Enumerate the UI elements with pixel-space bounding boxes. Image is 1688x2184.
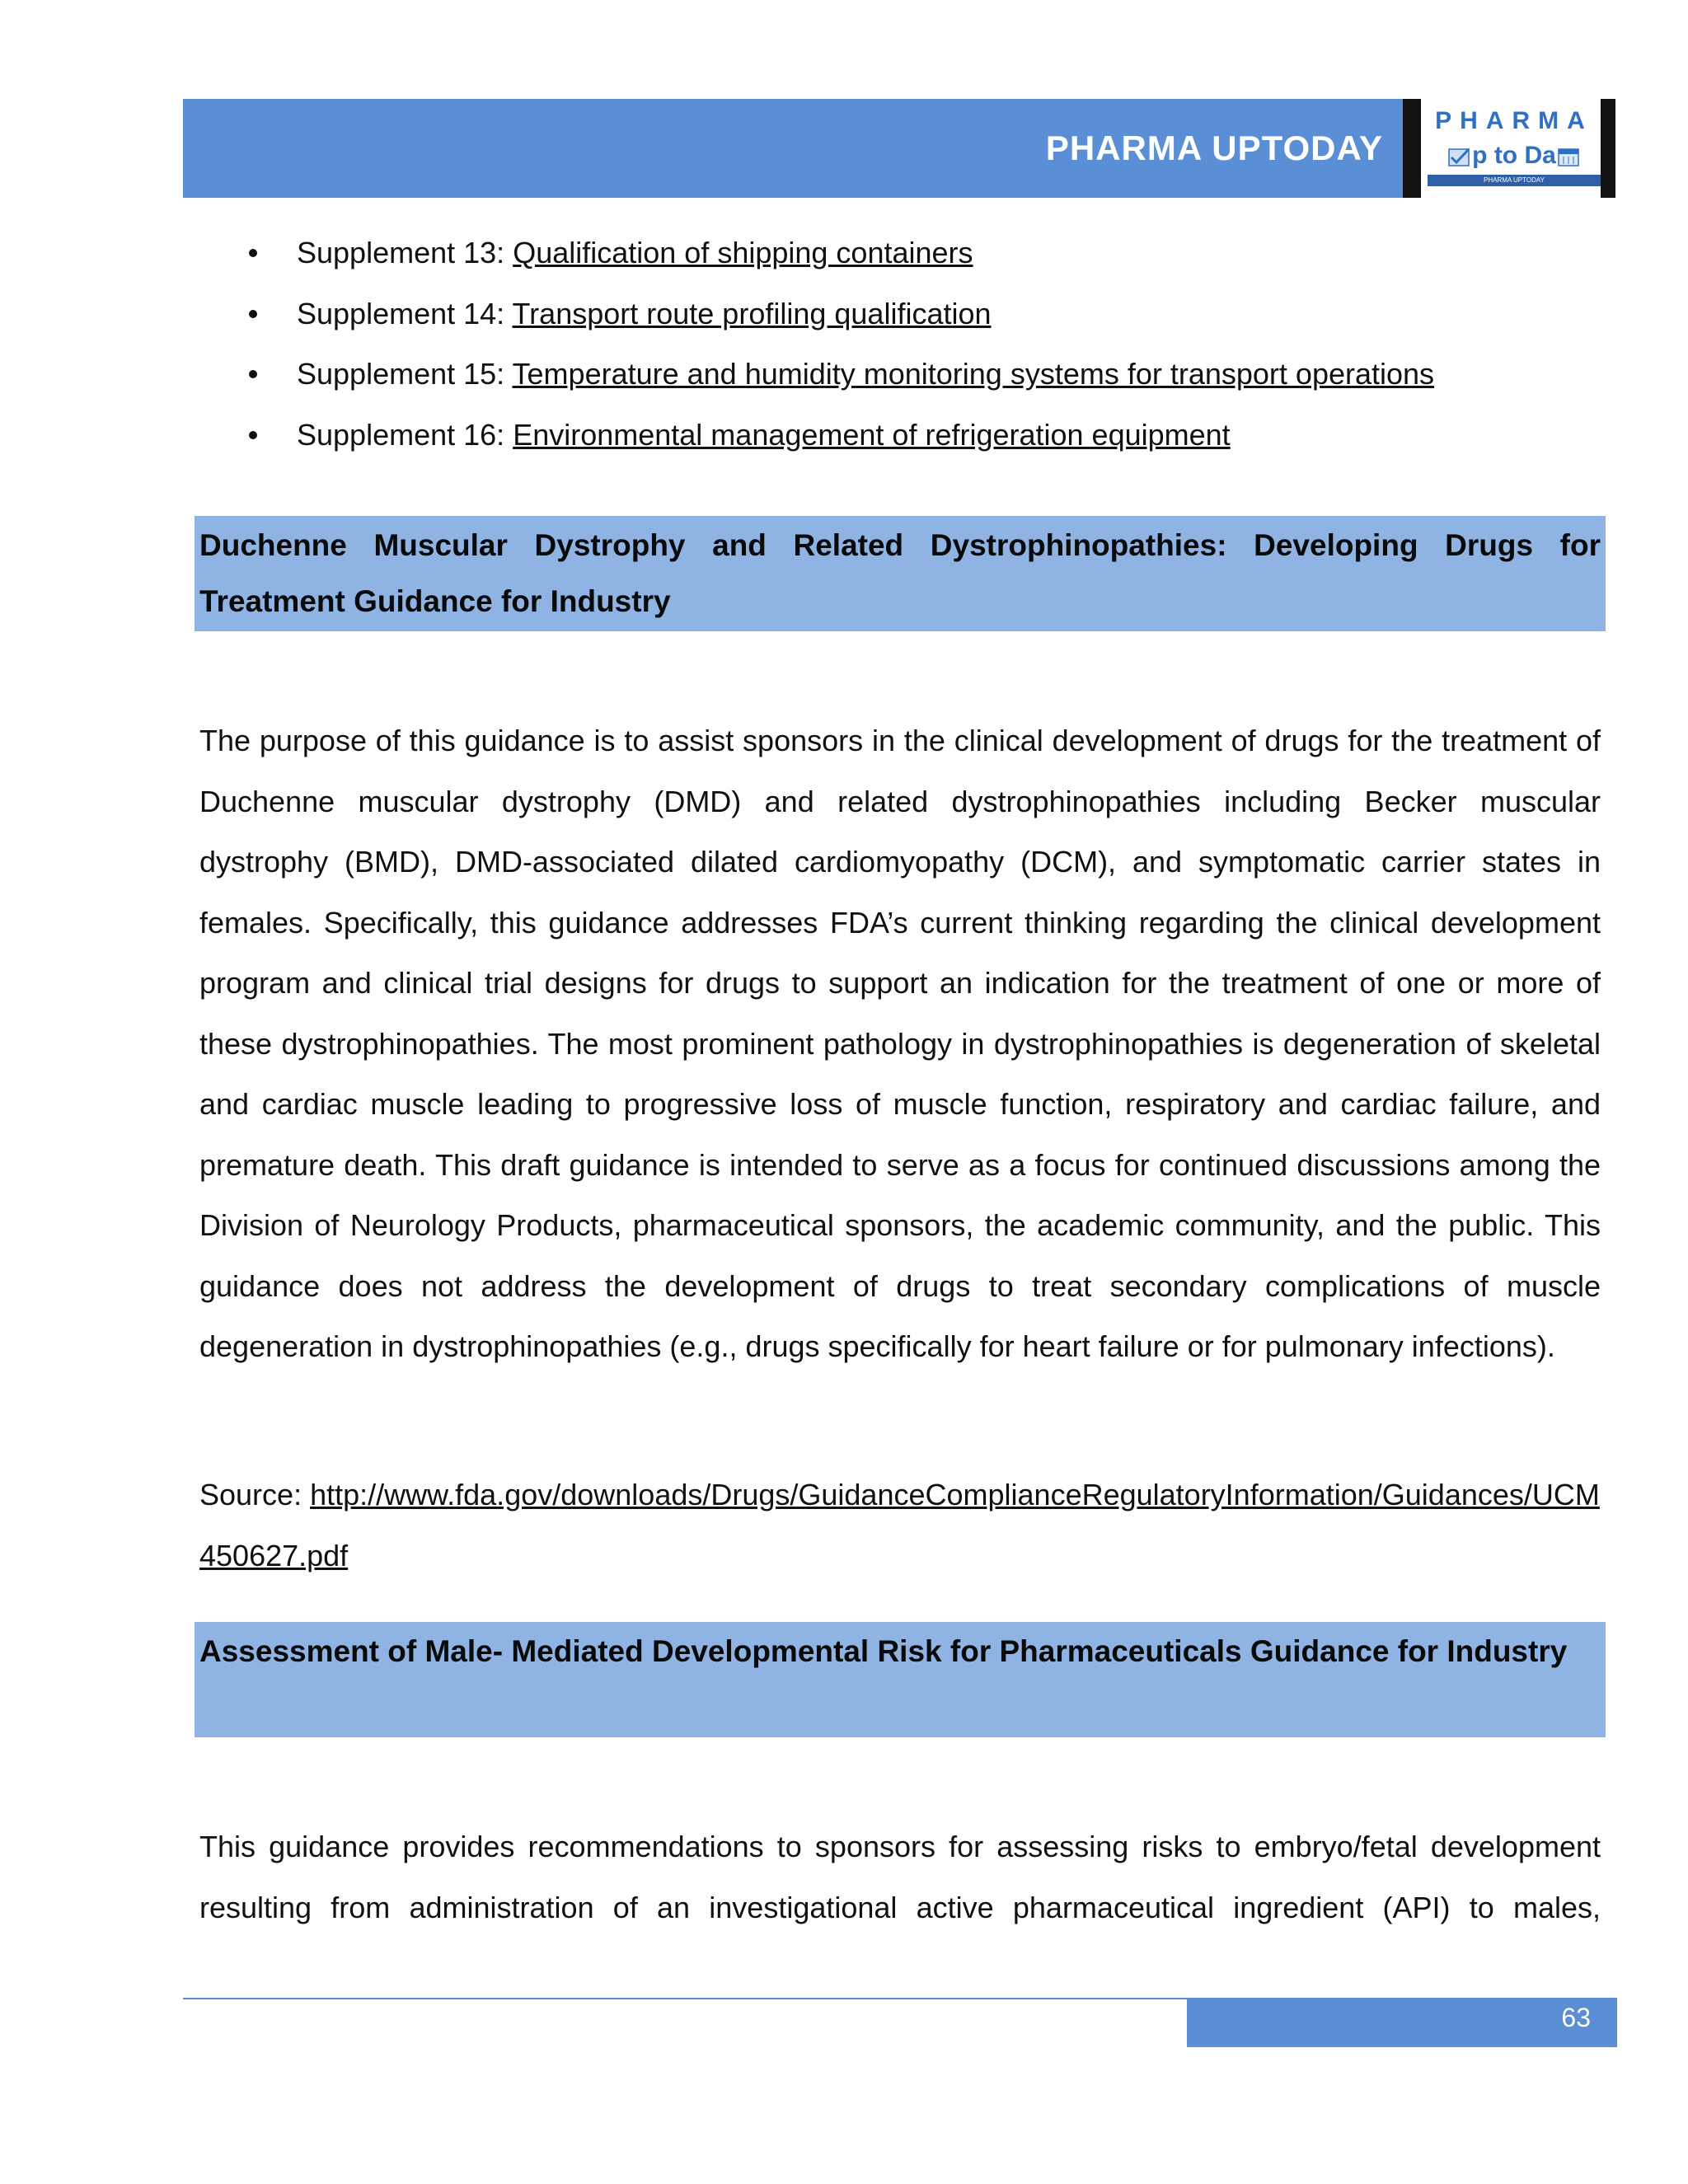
logo-line2 — [1428, 142, 1601, 170]
section-heading-dmd — [195, 516, 1606, 631]
supplement-list — [249, 223, 1434, 465]
bullet-icon — [249, 310, 257, 318]
section-body-dmd: The purpose of this guidance is to assist sponsors in the clinical development of drugs for the treatment of Duchenne muscular dystrophy (DMD) and related dystrophinopathies including Becker muscular dystrophy (BMD), DMD-associated dilated cardiomyopathy (DCM), and symptomatic carrier states in females. Specifically, this guidance addresses FDA’s current thinking regarding the clinical development program and clinical trial designs for drugs to support an indication for the treatment of one or more of these dystrophinopathies. The most prominent pathology in dystrophinopathies is degeneration of skeletal and cardiac muscle leading to progressive loss of muscle function, respiratory and cardiac failure, and premature death. This draft guidance is intended to serve as a focus for continued discussions among the Division of Neurology Products, pharmaceutical sponsors, the academic community, and the public. This guidance does not address the development of drugs to treat secondary complications of muscle degeneration in dystrophinopathies (e.g., drugs specifically for heart failure or for pulmonary infections). — [199, 724, 1601, 1363]
supplement-link[interactable]: Transport route profiling qualification — [512, 296, 992, 330]
logo-left-border — [1403, 99, 1421, 198]
pharma-uptoday-logo — [1403, 99, 1615, 198]
calendar-icon — [1556, 146, 1581, 167]
list-item — [249, 405, 1434, 466]
supplement-prefix: Supplement 14: — [297, 296, 513, 330]
section-heading-male-risk — [195, 1622, 1606, 1737]
list-item — [249, 344, 1434, 405]
supplement-link[interactable]: Environmental management of refrigeration equipment — [513, 417, 1231, 452]
header-title: PHARMA UPTODAY — [1045, 129, 1383, 167]
supplement-link[interactable]: Qualification of shipping containers — [513, 236, 973, 269]
header-bar — [183, 99, 1403, 198]
section-heading-text: Assessment of Male- Mediated Developmental Risk for Pharmaceuticals Guidance for Industry — [199, 1634, 1568, 1668]
supplement-prefix: Supplement 13: — [297, 236, 513, 269]
logo-line1: PHARMA — [1435, 107, 1593, 134]
supplement-prefix: Supplement 15: — [297, 357, 513, 391]
supplement-prefix: Supplement 16: — [297, 417, 513, 452]
checkmark-pen-icon — [1447, 146, 1472, 167]
bullet-icon — [249, 249, 257, 257]
logo-right-border — [1601, 99, 1615, 198]
source-label: Source: — [199, 1478, 311, 1511]
source-line — [199, 1465, 1601, 1586]
logo-inner — [1428, 107, 1601, 190]
supplement-link[interactable]: Temperature and humidity monitoring systems for transport operations — [512, 357, 1435, 391]
source-link[interactable]: http://www.fda.gov/downloads/Drugs/GuidanceComplianceRegulatoryInformation/Guidances/UCM450627.pdf — [199, 1478, 1600, 1572]
logo-line2-text: p to Da — [1472, 142, 1556, 169]
bullet-icon — [249, 431, 257, 439]
section-heading-text: Duchenne Muscular Dystrophy and Related Dystrophinopathies: Developing Drugs for Treatment Guidance for Industry — [199, 528, 1601, 618]
list-item — [249, 223, 1434, 284]
page-number: 63 — [1187, 1998, 1617, 2047]
logo-strip: PHARMA UPTODAY — [1428, 175, 1601, 186]
list-item — [249, 284, 1434, 344]
bullet-icon — [249, 370, 257, 378]
section-body-male-risk: This guidance provides recommendations to sponsors for assessing risks to embryo/fetal development resulting from administration of an investigational active pharmaceutical ingredient (API) to males, — [199, 1830, 1601, 1924]
